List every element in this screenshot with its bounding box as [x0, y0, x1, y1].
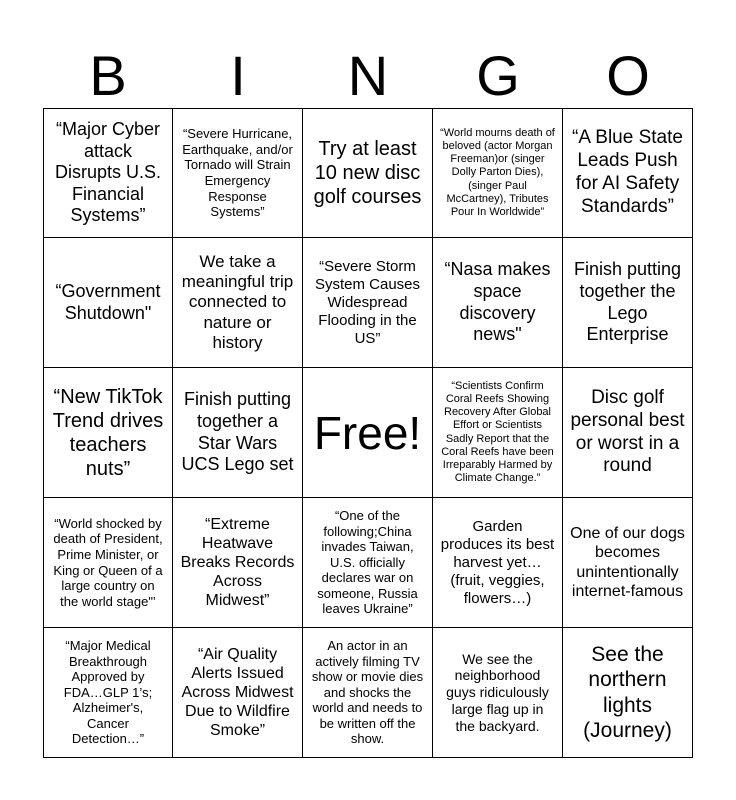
- bingo-cell-r4-c0: “Major Medical Breakthrough Approved by FDA…GLP 1’s; Alzheimer's, Cancer Detection…”: [43, 628, 173, 758]
- bingo-cell-r3-c1: “Extreme Heatwave Breaks Records Across Midwest”: [173, 498, 303, 628]
- bingo-cell-r1-c4: Finish putting together the Lego Enterprise: [563, 238, 693, 368]
- bingo-cell-r1-c3: “Nasa makes space discovery news": [433, 238, 563, 368]
- bingo-cell-r1-c2: “Severe Storm System Causes Widespread Flooding in the US”: [303, 238, 433, 368]
- bingo-cell-r0-c0: “Major Cyber attack Disrupts U.S. Financial Systems”: [43, 108, 173, 238]
- bingo-cell-r3-c4: One of our dogs becomes unintentionally internet-famous: [563, 498, 693, 628]
- bingo-cell-r2-c4: Disc golf personal best or worst in a round: [563, 368, 693, 498]
- bingo-cell-r4-c2: An actor in an actively filming TV show or movie dies and shocks the world and needs to be written off the show.: [303, 628, 433, 758]
- bingo-cell-free: Free!: [303, 368, 433, 498]
- header-letter-i: I: [230, 44, 246, 107]
- bingo-cell-r3-c2: “One of the following;China invades Taiwan, U.S. officially declares war on someone, Russia leaves Ukraine”: [303, 498, 433, 628]
- header-letter-g: G: [476, 44, 520, 107]
- bingo-cell-r0-c4: “A Blue State Leads Push for AI Safety Standards”: [563, 108, 693, 238]
- bingo-cell-r2-c0: “New TikTok Trend drives teachers nuts”: [43, 368, 173, 498]
- bingo-cell-r3-c0: “World shocked by death of President, Prime Minister, or King or Queen of a large country on the world stage"’: [43, 498, 173, 628]
- bingo-cell-r2-c1: Finish putting together a Star Wars UCS Lego set: [173, 368, 303, 498]
- header-letter-n: N: [347, 44, 389, 107]
- bingo-cell-r0-c1: “Severe Hurricane, Earthquake, and/or Tornado will Strain Emergency Response Systems”: [173, 108, 303, 238]
- bingo-cell-r1-c0: “Government Shutdown": [43, 238, 173, 368]
- bingo-cell-r3-c3: Garden produces its best harvest yet…(fruit, veggies, flowers…): [433, 498, 563, 628]
- bingo-cell-r4-c3: We see the neighborhood guys ridiculously large flag up in the backyard.: [433, 628, 563, 758]
- bingo-cell-r0-c2: Try at least 10 new disc golf courses: [303, 108, 433, 238]
- header-letter-b: B: [89, 44, 127, 107]
- bingo-header: [43, 42, 693, 108]
- bingo-cell-r4-c4: See the northern lights (Journey): [563, 628, 693, 758]
- bingo-cell-r4-c1: “Air Quality Alerts Issued Across Midwest Due to Wildfire Smoke”: [173, 628, 303, 758]
- bingo-cell-r2-c3: “Scientists Confirm Coral Reefs Showing Recovery After Global Effort or Scientists Sadly Report that the Coral Reefs have been Irreparably Harmed by Climate Change.”: [433, 368, 563, 498]
- bingo-cell-r0-c3: “World mourns death of beloved (actor Morgan Freeman)or (singer Dolly Parton Dies), (singer Paul McCartney), Tributes Pour In Worldwide”: [433, 108, 563, 238]
- header-letter-o: O: [606, 44, 650, 107]
- bingo-cell-r1-c1: We take a meaningful trip connected to nature or history: [173, 238, 303, 368]
- bingo-board: [43, 108, 693, 758]
